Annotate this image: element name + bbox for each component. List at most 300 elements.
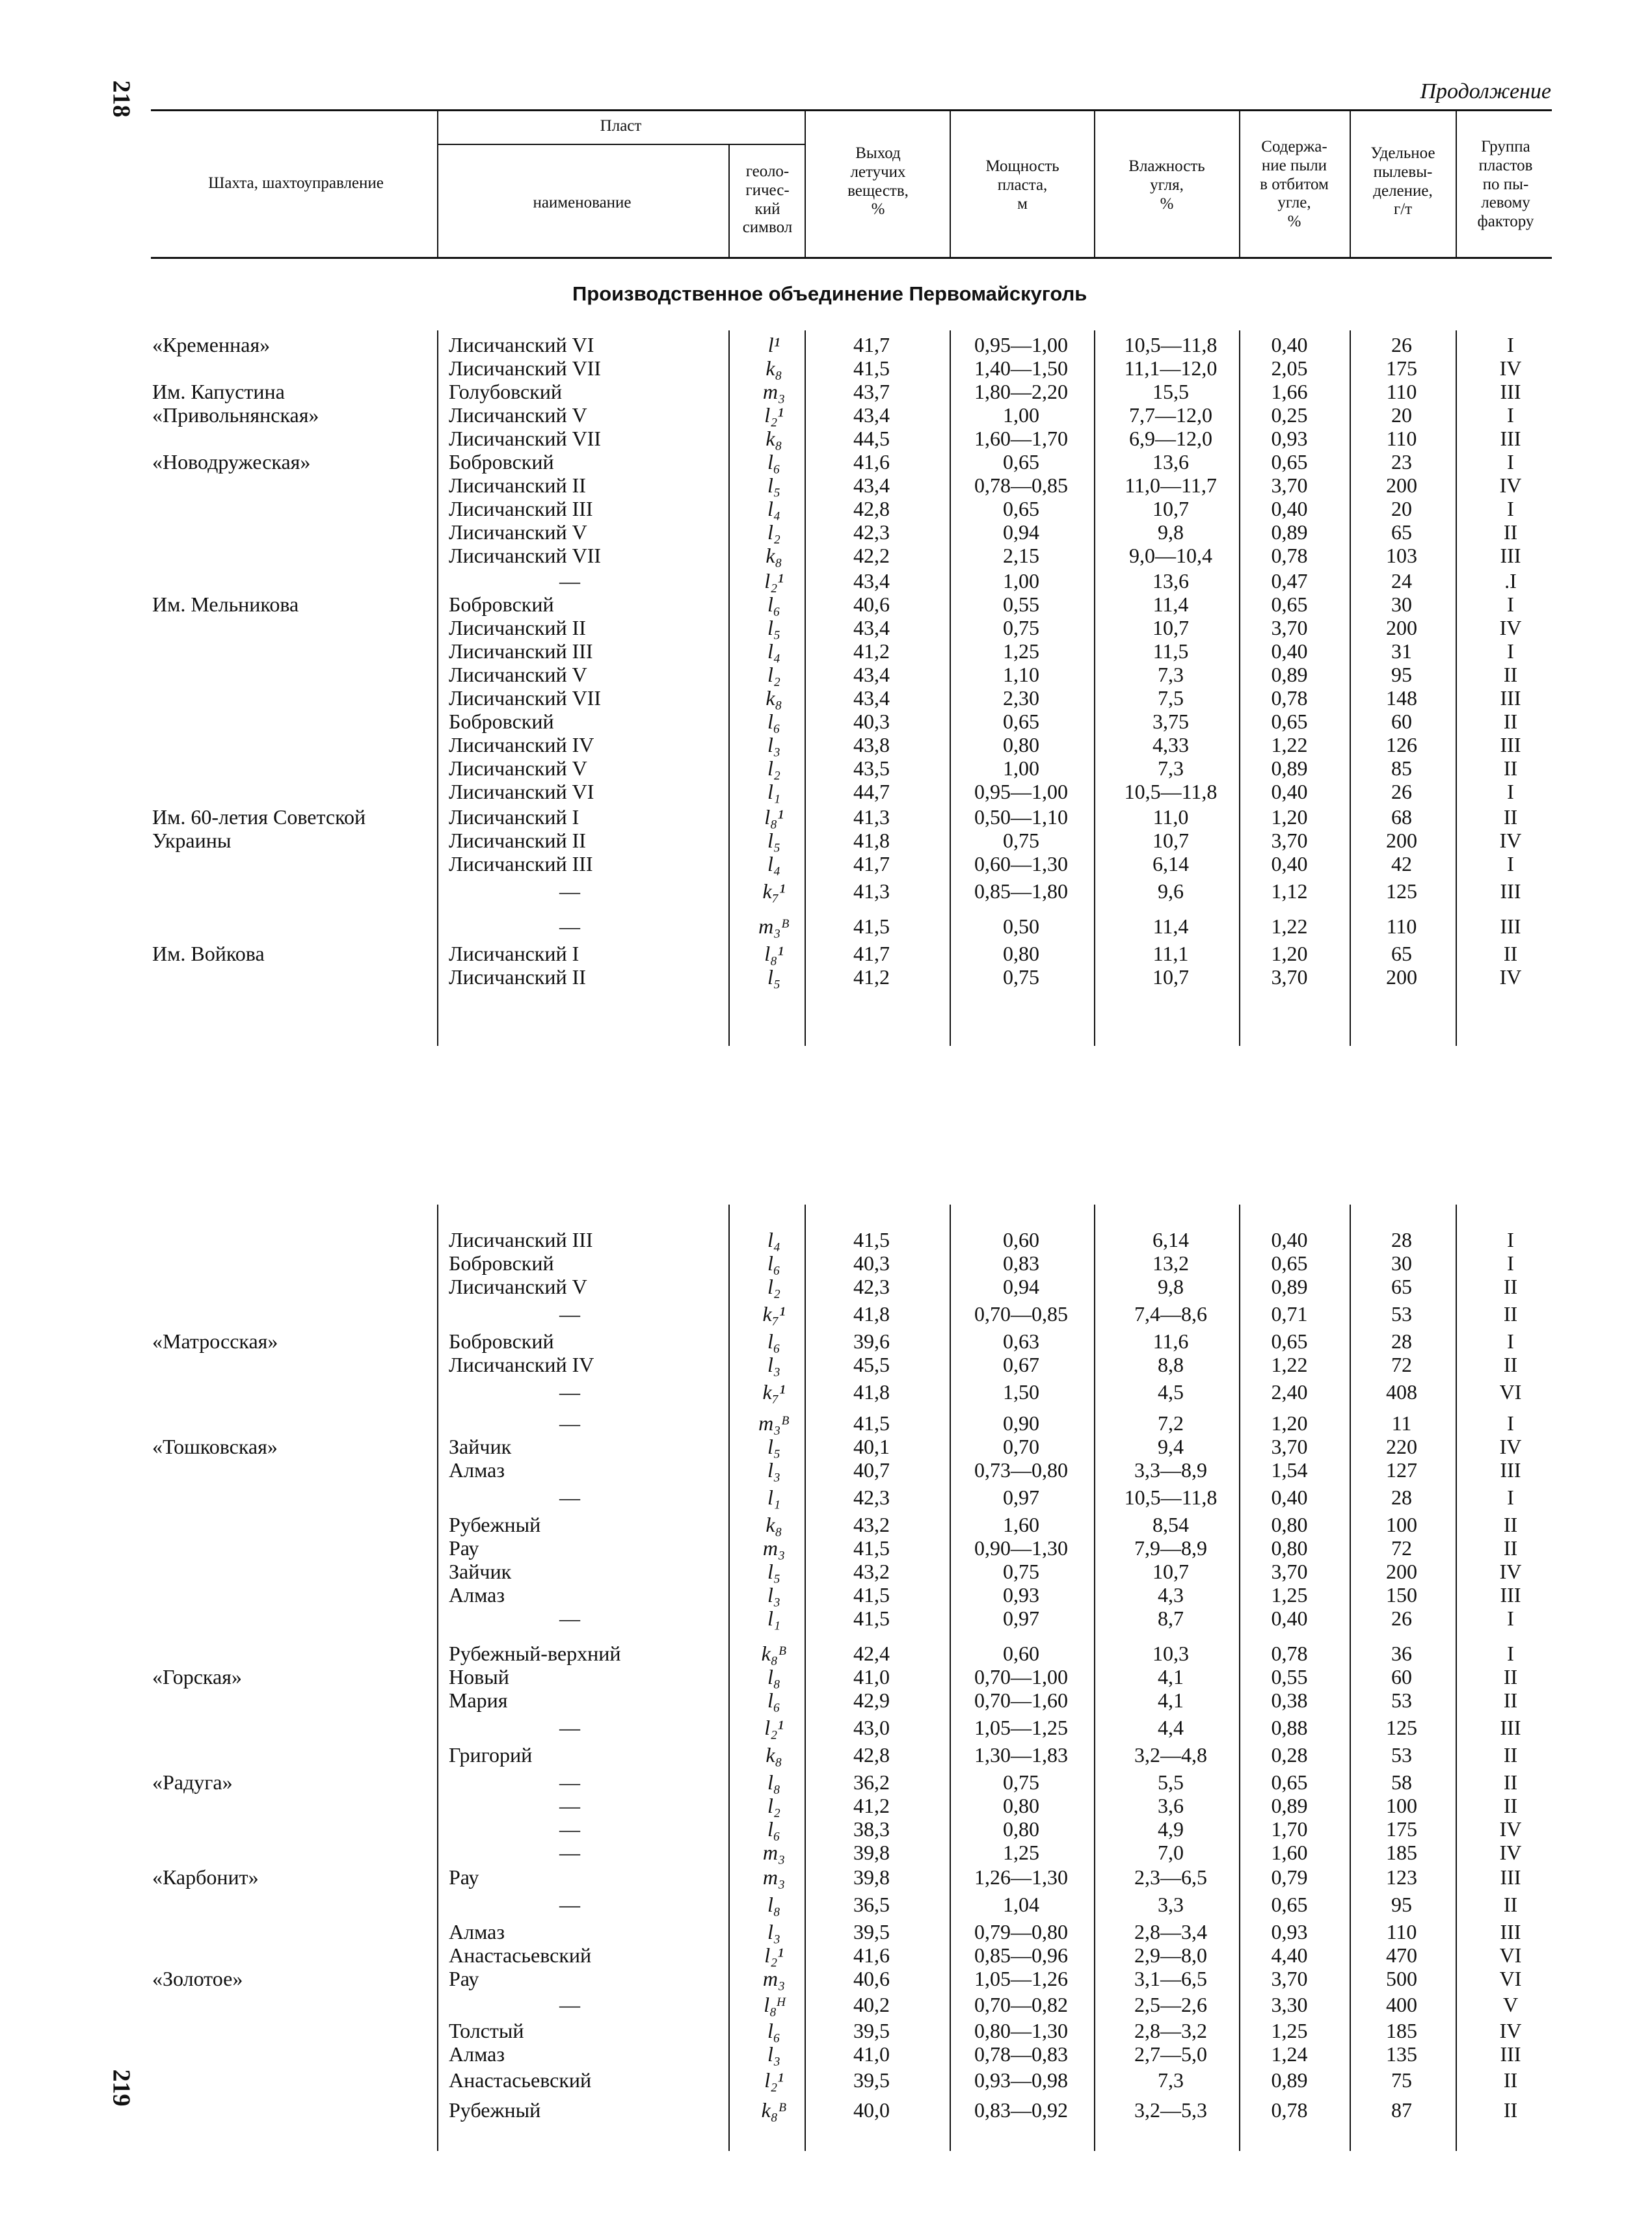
specific-dust-cell: 200 bbox=[1386, 829, 1417, 852]
group-cell: II bbox=[1503, 1893, 1518, 1916]
specific-dust-cell: 65 bbox=[1391, 1275, 1412, 1298]
specific-dust-cell: 65 bbox=[1391, 520, 1412, 544]
table-row bbox=[0, 2098, 1652, 2122]
specific-dust-cell: 127 bbox=[1386, 1458, 1417, 1482]
volatile-cell: 41,5 bbox=[853, 1228, 890, 1251]
seam-name-cell: Рау bbox=[449, 1967, 479, 1990]
volatile-cell: 41,3 bbox=[853, 805, 890, 829]
specific-dust-cell: 185 bbox=[1386, 1841, 1417, 1864]
table-row bbox=[0, 544, 1652, 567]
dust-content-cell: 0,89 bbox=[1271, 663, 1308, 686]
group-cell: II bbox=[1503, 1536, 1518, 1560]
humidity-cell: 10,7 bbox=[1152, 497, 1189, 520]
dust-content-cell: 0,40 bbox=[1271, 333, 1308, 356]
dust-content-cell: 0,65 bbox=[1271, 1251, 1308, 1275]
thickness-cell: 1,80—2,20 bbox=[974, 380, 1068, 403]
table-row bbox=[0, 1536, 1652, 1560]
table-row bbox=[0, 1770, 1652, 1794]
dust-content-cell: 3,70 bbox=[1271, 1967, 1308, 1990]
group-cell: III bbox=[1500, 2042, 1521, 2066]
geo-symbol-cell: k₈ᴮ bbox=[761, 2098, 787, 2122]
thickness-cell: 0,50 bbox=[1003, 914, 1039, 938]
seam-name-cell: Бобровский bbox=[449, 1251, 554, 1275]
thickness-cell: 0,85—1,80 bbox=[974, 879, 1068, 903]
thickness-cell: 0,55 bbox=[1003, 593, 1039, 616]
geo-symbol-cell: l₅ bbox=[767, 1560, 780, 1583]
geo-symbol-cell: l₅ bbox=[767, 474, 780, 497]
dust-content-cell: 1,24 bbox=[1271, 2042, 1308, 2066]
thickness-cell: 1,25 bbox=[1003, 1841, 1039, 1864]
group-cell: IV bbox=[1499, 1841, 1522, 1864]
group-cell: II bbox=[1503, 1770, 1518, 1794]
dust-content-cell: 4,40 bbox=[1271, 1943, 1308, 1967]
geo-symbol-cell: k₈ bbox=[766, 544, 782, 567]
volatile-cell: 40,2 bbox=[853, 1993, 890, 2016]
geo-symbol-cell: l₂¹ bbox=[764, 1716, 784, 1739]
thickness-cell: 1,30—1,83 bbox=[974, 1743, 1068, 1767]
section-title: Производственное объединение Первомайскуголь bbox=[572, 282, 1087, 305]
dust-content-cell: 0,65 bbox=[1271, 1770, 1308, 1794]
group-cell: I bbox=[1507, 333, 1514, 356]
humidity-cell: 8,8 bbox=[1158, 1353, 1184, 1376]
dust-content-cell: 0,40 bbox=[1271, 1607, 1308, 1630]
dust-content-cell: 2,05 bbox=[1271, 356, 1308, 380]
volatile-cell: 41,2 bbox=[853, 639, 890, 663]
geo-symbol-cell: l₂ bbox=[767, 663, 780, 686]
geo-symbol-cell: l₅ bbox=[767, 965, 780, 989]
mine-cell: «Новодружеская» bbox=[152, 450, 311, 474]
table-row bbox=[0, 1251, 1652, 1275]
humidity-cell: 10,7 bbox=[1152, 1560, 1189, 1583]
group-cell: II bbox=[1503, 2068, 1518, 2092]
volatile-cell: 43,0 bbox=[853, 1716, 890, 1739]
specific-dust-cell: 26 bbox=[1391, 780, 1412, 803]
volatile-cell: 39,5 bbox=[853, 1920, 890, 1943]
group-cell: VI bbox=[1499, 1380, 1522, 1404]
thickness-cell: 0,78—0,85 bbox=[974, 474, 1068, 497]
thickness-cell: 0,83—0,92 bbox=[974, 2098, 1068, 2122]
humidity-cell: 2,8—3,2 bbox=[1134, 2019, 1207, 2042]
geo-symbol-cell: k₈ bbox=[766, 1513, 782, 1536]
header-thickness: Мощность пласта, м bbox=[985, 157, 1059, 213]
volatile-cell: 43,4 bbox=[853, 616, 890, 639]
geo-symbol-cell: l₂¹ bbox=[764, 2068, 784, 2092]
volatile-cell: 43,2 bbox=[853, 1513, 890, 1536]
group-cell: II bbox=[1503, 710, 1518, 733]
group-cell: I bbox=[1507, 639, 1514, 663]
volatile-cell: 40,1 bbox=[853, 1435, 890, 1458]
humidity-cell: 3,2—4,8 bbox=[1134, 1743, 1207, 1767]
thickness-cell: 0,79—0,80 bbox=[974, 1920, 1068, 1943]
geo-symbol-cell: l₂ bbox=[767, 1275, 780, 1298]
specific-dust-cell: 150 bbox=[1386, 1583, 1417, 1607]
volatile-cell: 43,4 bbox=[853, 474, 890, 497]
table-row bbox=[0, 356, 1652, 380]
table-row bbox=[0, 427, 1652, 450]
volatile-cell: 43,8 bbox=[853, 733, 890, 756]
dust-content-cell: 3,70 bbox=[1271, 1435, 1308, 1458]
seam-name-cell: — bbox=[559, 1380, 580, 1404]
seam-name-cell: — bbox=[559, 1716, 580, 1739]
specific-dust-cell: 26 bbox=[1391, 333, 1412, 356]
dust-content-cell: 3,70 bbox=[1271, 1560, 1308, 1583]
dust-content-cell: 1,22 bbox=[1271, 733, 1308, 756]
humidity-cell: 10,7 bbox=[1152, 965, 1189, 989]
humidity-cell: 7,3 bbox=[1158, 663, 1184, 686]
geo-symbol-cell: l¹ bbox=[767, 333, 780, 356]
seam-name-cell: Лисичанский VII bbox=[449, 686, 601, 710]
header-divider bbox=[728, 145, 730, 257]
seam-name-cell: Лисичанский V bbox=[449, 520, 587, 544]
table-row bbox=[0, 1716, 1652, 1739]
humidity-cell: 2,3—6,5 bbox=[1134, 1865, 1207, 1889]
group-cell: IV bbox=[1499, 474, 1522, 497]
geo-symbol-cell: l₂¹ bbox=[764, 1943, 784, 1967]
group-cell: II bbox=[1503, 1353, 1518, 1376]
humidity-cell: 9,0—10,4 bbox=[1129, 544, 1212, 567]
seam-name-cell: — bbox=[559, 914, 580, 938]
dust-content-cell: 0,40 bbox=[1271, 852, 1308, 875]
geo-symbol-cell: l₃ bbox=[767, 2042, 780, 2066]
volatile-cell: 41,6 bbox=[853, 450, 890, 474]
humidity-cell: 11,0 bbox=[1152, 805, 1189, 829]
seam-name-cell: — bbox=[559, 1794, 580, 1817]
geo-symbol-cell: k₈ bbox=[766, 1743, 782, 1767]
table-row bbox=[0, 1228, 1652, 1251]
geo-symbol-cell: l₂ bbox=[767, 1794, 780, 1817]
dust-content-cell: 0,79 bbox=[1271, 1865, 1308, 1889]
dust-content-cell: 0,40 bbox=[1271, 1228, 1308, 1251]
header-divider bbox=[805, 111, 806, 257]
table-row bbox=[0, 1458, 1652, 1482]
seam-name-cell: — bbox=[559, 1893, 580, 1916]
thickness-cell: 0,75 bbox=[1003, 1770, 1039, 1794]
specific-dust-cell: 200 bbox=[1386, 965, 1417, 989]
table-row bbox=[0, 2068, 1652, 2092]
geo-symbol-cell: l₅ bbox=[767, 616, 780, 639]
table-row bbox=[0, 593, 1652, 616]
group-cell: II bbox=[1503, 2098, 1518, 2122]
geo-symbol-cell: l₁ bbox=[767, 1486, 780, 1509]
seam-name-cell: Лисичанский I bbox=[449, 805, 580, 829]
dust-content-cell: 0,78 bbox=[1271, 1642, 1308, 1665]
seam-name-cell: Лисичанский VII bbox=[449, 427, 601, 450]
dust-content-cell: 0,89 bbox=[1271, 756, 1308, 780]
specific-dust-cell: 53 bbox=[1391, 1688, 1412, 1712]
thickness-cell: 0,65 bbox=[1003, 497, 1039, 520]
table-row bbox=[0, 1435, 1652, 1458]
dust-content-cell: 0,80 bbox=[1271, 1536, 1308, 1560]
volatile-cell: 40,6 bbox=[853, 1967, 890, 1990]
humidity-cell: 4,3 bbox=[1158, 1583, 1184, 1607]
thickness-cell: 1,00 bbox=[1003, 403, 1039, 427]
thickness-cell: 0,80 bbox=[1003, 1817, 1039, 1841]
volatile-cell: 39,8 bbox=[853, 1865, 890, 1889]
dust-content-cell: 0,78 bbox=[1271, 686, 1308, 710]
humidity-cell: 11,5 bbox=[1152, 639, 1189, 663]
volatile-cell: 39,6 bbox=[853, 1329, 890, 1353]
specific-dust-cell: 175 bbox=[1386, 1817, 1417, 1841]
humidity-cell: 3,3—8,9 bbox=[1134, 1458, 1207, 1482]
geo-symbol-cell: l₁ bbox=[767, 1607, 780, 1630]
dust-content-cell: 0,78 bbox=[1271, 2098, 1308, 2122]
table-row bbox=[0, 380, 1652, 403]
group-cell: I bbox=[1507, 1251, 1514, 1275]
volatile-cell: 42,2 bbox=[853, 544, 890, 567]
thickness-cell: 0,93—0,98 bbox=[974, 2068, 1068, 2092]
geo-symbol-cell: l₃ bbox=[767, 1583, 780, 1607]
group-cell: III bbox=[1500, 1920, 1521, 1943]
table-row bbox=[0, 2042, 1652, 2066]
seam-name-cell: — bbox=[559, 569, 580, 593]
geo-symbol-cell: l₂¹ bbox=[764, 403, 784, 427]
thickness-cell: 0,73—0,80 bbox=[974, 1458, 1068, 1482]
thickness-cell: 1,00 bbox=[1003, 569, 1039, 593]
geo-symbol-cell: l₄ bbox=[767, 497, 780, 520]
volatile-cell: 41,8 bbox=[853, 829, 890, 852]
thickness-cell: 0,80—1,30 bbox=[974, 2019, 1068, 2042]
humidity-cell: 9,6 bbox=[1158, 879, 1184, 903]
seam-name-cell: Лисичанский V bbox=[449, 403, 587, 427]
volatile-cell: 41,7 bbox=[853, 333, 890, 356]
dust-content-cell: 1,20 bbox=[1271, 942, 1308, 965]
table-row bbox=[0, 497, 1652, 520]
dust-content-cell: 0,89 bbox=[1271, 1275, 1308, 1298]
header-specific-dust: Удельное пылевы- деление, г/т bbox=[1370, 144, 1435, 219]
seam-name-cell: Анастасьевский bbox=[449, 2068, 592, 2092]
dust-content-cell: 1,20 bbox=[1271, 805, 1308, 829]
group-cell: II bbox=[1503, 756, 1518, 780]
volatile-cell: 41,5 bbox=[853, 914, 890, 938]
group-cell: I bbox=[1507, 403, 1514, 427]
specific-dust-cell: 220 bbox=[1386, 1435, 1417, 1458]
table-row bbox=[0, 1993, 1652, 2016]
dust-content-cell: 0,65 bbox=[1271, 450, 1308, 474]
dust-content-cell: 0,89 bbox=[1271, 1794, 1308, 1817]
group-cell: I bbox=[1507, 1329, 1514, 1353]
header-humidity: Влажность угля, % bbox=[1128, 157, 1205, 213]
dust-content-cell: 3,70 bbox=[1271, 474, 1308, 497]
volatile-cell: 38,3 bbox=[853, 1817, 890, 1841]
table-row bbox=[0, 852, 1652, 875]
volatile-cell: 41,7 bbox=[853, 852, 890, 875]
specific-dust-cell: 200 bbox=[1386, 474, 1417, 497]
table-row bbox=[0, 1411, 1652, 1435]
thickness-cell: 1,10 bbox=[1003, 663, 1039, 686]
volatile-cell: 41,5 bbox=[853, 1607, 890, 1630]
thickness-cell: 0,83 bbox=[1003, 1251, 1039, 1275]
dust-content-cell: 0,65 bbox=[1271, 710, 1308, 733]
geo-symbol-cell: l₃ bbox=[767, 1353, 780, 1376]
thickness-cell: 1,00 bbox=[1003, 756, 1039, 780]
thickness-cell: 0,85—0,96 bbox=[974, 1943, 1068, 1967]
dust-content-cell: 0,78 bbox=[1271, 544, 1308, 567]
specific-dust-cell: 75 bbox=[1391, 2068, 1412, 2092]
geo-symbol-cell: k₈ bbox=[766, 356, 782, 380]
volatile-cell: 41,8 bbox=[853, 1302, 890, 1326]
humidity-cell: 3,75 bbox=[1152, 710, 1189, 733]
geo-symbol-cell: l₈ᴴ bbox=[764, 1993, 784, 2016]
group-cell: I bbox=[1507, 1228, 1514, 1251]
thickness-cell: 1,05—1,26 bbox=[974, 1967, 1068, 1990]
thickness-cell: 0,70 bbox=[1003, 1435, 1039, 1458]
volatile-cell: 43,2 bbox=[853, 1560, 890, 1583]
thickness-cell: 1,60 bbox=[1003, 1513, 1039, 1536]
seam-name-cell: Рау bbox=[449, 1536, 479, 1560]
dust-content-cell: 1,70 bbox=[1271, 1817, 1308, 1841]
specific-dust-cell: 125 bbox=[1386, 879, 1417, 903]
continuation-label: Продолжение bbox=[1420, 79, 1551, 103]
volatile-cell: 40,3 bbox=[853, 1251, 890, 1275]
humidity-cell: 9,4 bbox=[1158, 1435, 1184, 1458]
dust-content-cell: 0,40 bbox=[1271, 639, 1308, 663]
seam-name-cell: Лисичанский II bbox=[449, 616, 586, 639]
table-row bbox=[0, 616, 1652, 639]
specific-dust-cell: 42 bbox=[1391, 852, 1412, 875]
thickness-cell: 0,80 bbox=[1003, 942, 1039, 965]
specific-dust-cell: 110 bbox=[1386, 427, 1417, 450]
group-cell: IV bbox=[1499, 1435, 1522, 1458]
table-row bbox=[0, 1688, 1652, 1712]
group-cell: III bbox=[1500, 914, 1521, 938]
thickness-cell: 1,50 bbox=[1003, 1380, 1039, 1404]
thickness-cell: 1,60—1,70 bbox=[974, 427, 1068, 450]
mine-cell: «Золотое» bbox=[152, 1967, 243, 1990]
dust-content-cell: 1,54 bbox=[1271, 1458, 1308, 1482]
geo-symbol-cell: l₆ bbox=[767, 1688, 780, 1712]
seam-name-cell: Алмаз bbox=[449, 1920, 505, 1943]
group-cell: II bbox=[1503, 520, 1518, 544]
mine-cell: Им. 60-летия Советской bbox=[152, 805, 366, 829]
thickness-cell: 0,60—1,30 bbox=[974, 852, 1068, 875]
geo-symbol-cell: l₂ bbox=[767, 520, 780, 544]
dust-content-cell: 0,93 bbox=[1271, 427, 1308, 450]
humidity-cell: 10,5—11,8 bbox=[1124, 333, 1218, 356]
table-row bbox=[0, 1583, 1652, 1607]
geo-symbol-cell: l₈ bbox=[767, 1770, 780, 1794]
humidity-cell: 11,4 bbox=[1152, 914, 1189, 938]
seam-name-cell: — bbox=[559, 879, 580, 903]
group-cell: II bbox=[1503, 805, 1518, 829]
mine-cell: «Радуга» bbox=[152, 1770, 233, 1794]
specific-dust-cell: 400 bbox=[1386, 1993, 1417, 2016]
specific-dust-cell: 100 bbox=[1386, 1513, 1417, 1536]
volatile-cell: 43,5 bbox=[853, 756, 890, 780]
specific-dust-cell: 60 bbox=[1391, 710, 1412, 733]
dust-content-cell: 1,25 bbox=[1271, 2019, 1308, 2042]
geo-symbol-cell: m₃ᴮ bbox=[758, 914, 790, 938]
geo-symbol-cell: k₈ᴮ bbox=[761, 1642, 787, 1665]
header-group: Группа пластов по пы- левому фактору bbox=[1477, 138, 1534, 230]
mine-cell: «Горская» bbox=[152, 1665, 242, 1688]
group-cell: II bbox=[1503, 1513, 1518, 1536]
table-row bbox=[0, 914, 1652, 938]
humidity-cell: 7,3 bbox=[1158, 756, 1184, 780]
group-cell: III bbox=[1500, 733, 1521, 756]
seam-name-cell: Лисичанский II bbox=[449, 965, 586, 989]
table-row bbox=[0, 1560, 1652, 1583]
volatile-cell: 42,4 bbox=[853, 1642, 890, 1665]
specific-dust-cell: 60 bbox=[1391, 1665, 1412, 1688]
seam-name-cell: Зайчик bbox=[449, 1560, 512, 1583]
dust-content-cell: 1,25 bbox=[1271, 1583, 1308, 1607]
table-row bbox=[0, 403, 1652, 427]
specific-dust-cell: 36 bbox=[1391, 1642, 1412, 1665]
thickness-cell: 0,65 bbox=[1003, 450, 1039, 474]
humidity-cell: 13,2 bbox=[1152, 1251, 1189, 1275]
group-cell: I bbox=[1507, 780, 1514, 803]
humidity-cell: 15,5 bbox=[1152, 380, 1189, 403]
humidity-cell: 11,0—11,7 bbox=[1125, 474, 1217, 497]
seam-name-cell: Алмаз bbox=[449, 2042, 505, 2066]
thickness-cell: 0,70—0,85 bbox=[974, 1302, 1068, 1326]
group-cell: III bbox=[1500, 427, 1521, 450]
group-cell: III bbox=[1500, 879, 1521, 903]
specific-dust-cell: 72 bbox=[1391, 1536, 1412, 1560]
thickness-cell: 0,90—1,30 bbox=[974, 1536, 1068, 1560]
table-row bbox=[0, 1817, 1652, 1841]
table-row bbox=[0, 780, 1652, 803]
table-row bbox=[0, 2019, 1652, 2042]
volatile-cell: 41,8 bbox=[853, 1380, 890, 1404]
seam-name-cell: Бобровский bbox=[449, 593, 554, 616]
group-cell: VI bbox=[1499, 1943, 1522, 1967]
humidity-cell: 6,14 bbox=[1152, 1228, 1189, 1251]
group-cell: II bbox=[1503, 663, 1518, 686]
specific-dust-cell: 175 bbox=[1386, 356, 1417, 380]
table-row bbox=[0, 710, 1652, 733]
thickness-cell: 0,60 bbox=[1003, 1228, 1039, 1251]
group-cell: I bbox=[1507, 852, 1514, 875]
table-row bbox=[0, 1920, 1652, 1943]
specific-dust-cell: 87 bbox=[1391, 2098, 1412, 2122]
volatile-cell: 43,4 bbox=[853, 686, 890, 710]
specific-dust-cell: 58 bbox=[1391, 1770, 1412, 1794]
dust-content-cell: 0,25 bbox=[1271, 403, 1308, 427]
volatile-cell: 42,3 bbox=[853, 1486, 890, 1509]
seam-name-cell: Рубежный-верхний bbox=[449, 1642, 621, 1665]
group-cell: I bbox=[1507, 593, 1514, 616]
specific-dust-cell: 95 bbox=[1391, 663, 1412, 686]
seam-name-cell: Лисичанский III bbox=[449, 1228, 593, 1251]
specific-dust-cell: 103 bbox=[1386, 544, 1417, 567]
specific-dust-cell: 53 bbox=[1391, 1302, 1412, 1326]
group-cell: I bbox=[1507, 497, 1514, 520]
thickness-cell: 0,80 bbox=[1003, 733, 1039, 756]
seam-name-cell: Лисичанский VII bbox=[449, 544, 601, 567]
seam-name-cell: Лисичанский V bbox=[449, 663, 587, 686]
thickness-cell: 1,05—1,25 bbox=[974, 1716, 1068, 1739]
thickness-cell: 0,97 bbox=[1003, 1607, 1039, 1630]
seam-name-cell: Голубовский bbox=[449, 380, 563, 403]
thickness-cell: 1,26—1,30 bbox=[974, 1865, 1068, 1889]
geo-symbol-cell: k₇¹ bbox=[762, 879, 786, 903]
header-seam-name: наименование bbox=[533, 194, 632, 211]
table-row bbox=[0, 450, 1652, 474]
header-top-rule bbox=[151, 109, 1552, 111]
volatile-cell: 36,2 bbox=[853, 1770, 890, 1794]
volatile-cell: 40,0 bbox=[853, 2098, 890, 2122]
specific-dust-cell: 500 bbox=[1386, 1967, 1417, 1990]
table-row bbox=[0, 1841, 1652, 1864]
specific-dust-cell: 24 bbox=[1391, 569, 1412, 593]
seam-name-cell: Григорий bbox=[449, 1743, 533, 1767]
volatile-cell: 41,2 bbox=[853, 965, 890, 989]
volatile-cell: 41,7 bbox=[853, 942, 890, 965]
specific-dust-cell: 408 bbox=[1386, 1380, 1417, 1404]
dust-content-cell: 0,65 bbox=[1271, 1893, 1308, 1916]
volatile-cell: 43,4 bbox=[853, 403, 890, 427]
